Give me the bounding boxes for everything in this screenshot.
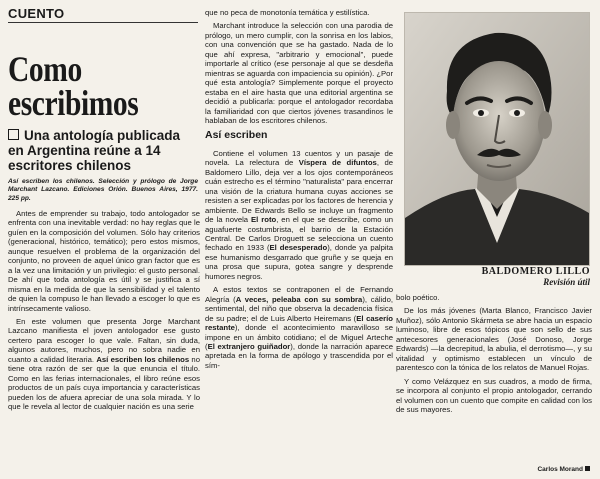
- photo-caption-name: BALDOMERO LILLO: [481, 266, 590, 277]
- author-name: Carlos Morand: [537, 466, 583, 473]
- paragraph: Y como Velázquez en sus cuadros, a modo de firma, se incorpora al conjunto el propio antologador, cerrando el volumen con un cuento que compite en calidad con los de sus mayores.: [396, 376, 592, 414]
- article-column-2: [205, 8, 393, 374]
- end-mark-icon: [585, 466, 590, 471]
- story-title: A veces, peleaba con su sombra: [235, 294, 363, 304]
- dek: [8, 128, 198, 173]
- photo-caption-subtitle: Revisión útil: [543, 277, 590, 287]
- story-title: El extranjero guiñador: [207, 341, 291, 351]
- portrait-photo: [404, 12, 590, 266]
- author-signature: [537, 466, 590, 473]
- paragraph: En este volumen que presenta Jorge Marchant Lazcano manifiesta el joven antologador ese gusto certero para escoger lo que vale. Faltan, sin duda, algunos autores, muchos, pero no sobra nadie en cuanto a calidad literaria. Así escriben los chilenos no tiene otra razón de ser que la que enuncia el título. Como en las ferias internacionales, el libro reúne esos productos de un país cuya importancia y características pueden los de afuera apreciar de una sola mirada. Y lo que le revela al lector de cualquier nación es una serie: [8, 316, 200, 412]
- subheading: Así escriben: [205, 129, 268, 142]
- story-title: El desesperado: [269, 243, 328, 253]
- section-label: CUENTO: [8, 6, 65, 21]
- paragraph: bolo poético.: [396, 293, 440, 302]
- article-column-1: [8, 209, 200, 416]
- paragraph: Marchant introduce la selección con una parodia de prólogo, un mero cumplir, con la sonrisa en los labios, con una convención que se ha gastado. Nada de lo que ahí expresa, "arbitrario y emocional", puede importarle al crítico (ese personaje al que se desdeña mientras se aguarda con impaciencia su opinión). ¿Por qué esta antología? Simplemente porque el proyecto estaba en el aire hasta que una editorial argentina se decidió a publicarla: porque el antologador recordaba la familiaridad con que ciertos jóvenes trasandinos le hablaban de los escritores chilenos.: [205, 21, 394, 125]
- book-title: Así escriben los chilenos: [96, 354, 190, 364]
- bibliography: Así escriben los chilenos. Selección y prólogo de Jorge Marchant Lazcano. Ediciones Orión. Buenos Aires, 1977. 225 pp.: [8, 178, 198, 202]
- paragraph: que no peca de monotonía temática y estilística.: [205, 8, 370, 17]
- dek-text: Una antología publicada en Argentina reúne a 14 escritores chilenos: [8, 128, 181, 173]
- paragraph: De los más jóvenes (Marta Blanco, Francisco Javier Muñoz), sólo Antonio Skármeta se abre hacia un espacio luminoso, libre de esos tópicos que son sello de sus antecesores generacionales (José Donoso, Jorge Edwards) —la decrepitud, la abulia, el derrotismo—, y su vitalidad y optimismo establecen un vínculo de parentesco con la tónica de los relatos de Manuel Rojas.: [396, 306, 592, 373]
- headline-text: Como escribimos: [8, 49, 139, 123]
- paragraph: Contiene el volumen 13 cuentos y un pasaje de novela. La relectura de Víspera de difuntos, de Baldomero Lillo, deja ver a los ojos contemporáneos cuán estrecho es el término "naturalista" para encerrar una visión de la criatura humana cuyas acciones se resisten a ser explicadas por los factores de herencia y ambiente. De Edwards Bello se incluye un fragmento de la novela El roto, en el que se describe, como un aguafuerte costumbrista, el barrio de la Estación Central. De Carlos Droguett se selecciona un cuento fechado en 1933 (El desesperado), donde ya palpita ese humanismo desgarrado que gruñe y se queja en una prosa que supura, gotea sangre y desprende humores negros.: [205, 148, 393, 281]
- story-title: Víspera de difuntos: [298, 158, 377, 168]
- section-rule: [8, 22, 198, 23]
- headline: [8, 49, 168, 123]
- article-column-3: [396, 293, 592, 418]
- square-bullet-icon: [8, 129, 19, 140]
- paragraph: A estos textos se contraponen el de Fernando Alegría (A veces, peleaba con su sombra), cálido, sentimental, del niño que observa la decadencia física de su padre; el de Luis Alberto Heiremans (El caserío restante), donde el acontecimiento maravilloso se impone en un ámbito cotidiano; el de Miguel Arteche (El extranjero guiñador), donde la narración aparece apretada en la forma de apólogo y trascendida por el sím-: [205, 285, 393, 370]
- portrait-illustration: [405, 13, 589, 265]
- story-title: El caserío restante: [205, 313, 393, 333]
- story-title: El roto: [251, 215, 277, 225]
- paragraph: Antes de emprender su trabajo, todo antologador se enfrenta con una inevitable verdad: no hay reglas que le guíen en la composición del volumen. Sólo hay criterios (generacional, histórico, temático); pero estos mismos, aunque resuelven el problema de la organización del conjunto, no proveen de aquel único gran factor que es a la vez una limitación y un privilegio: el gusto personal. De ahí que toda antología es útil y se justifica a sí misma en la medida de que la sensibilidad y el talento de quien la compuso le han llevado a escoger lo que es intrínsecamente valioso.: [8, 209, 200, 313]
